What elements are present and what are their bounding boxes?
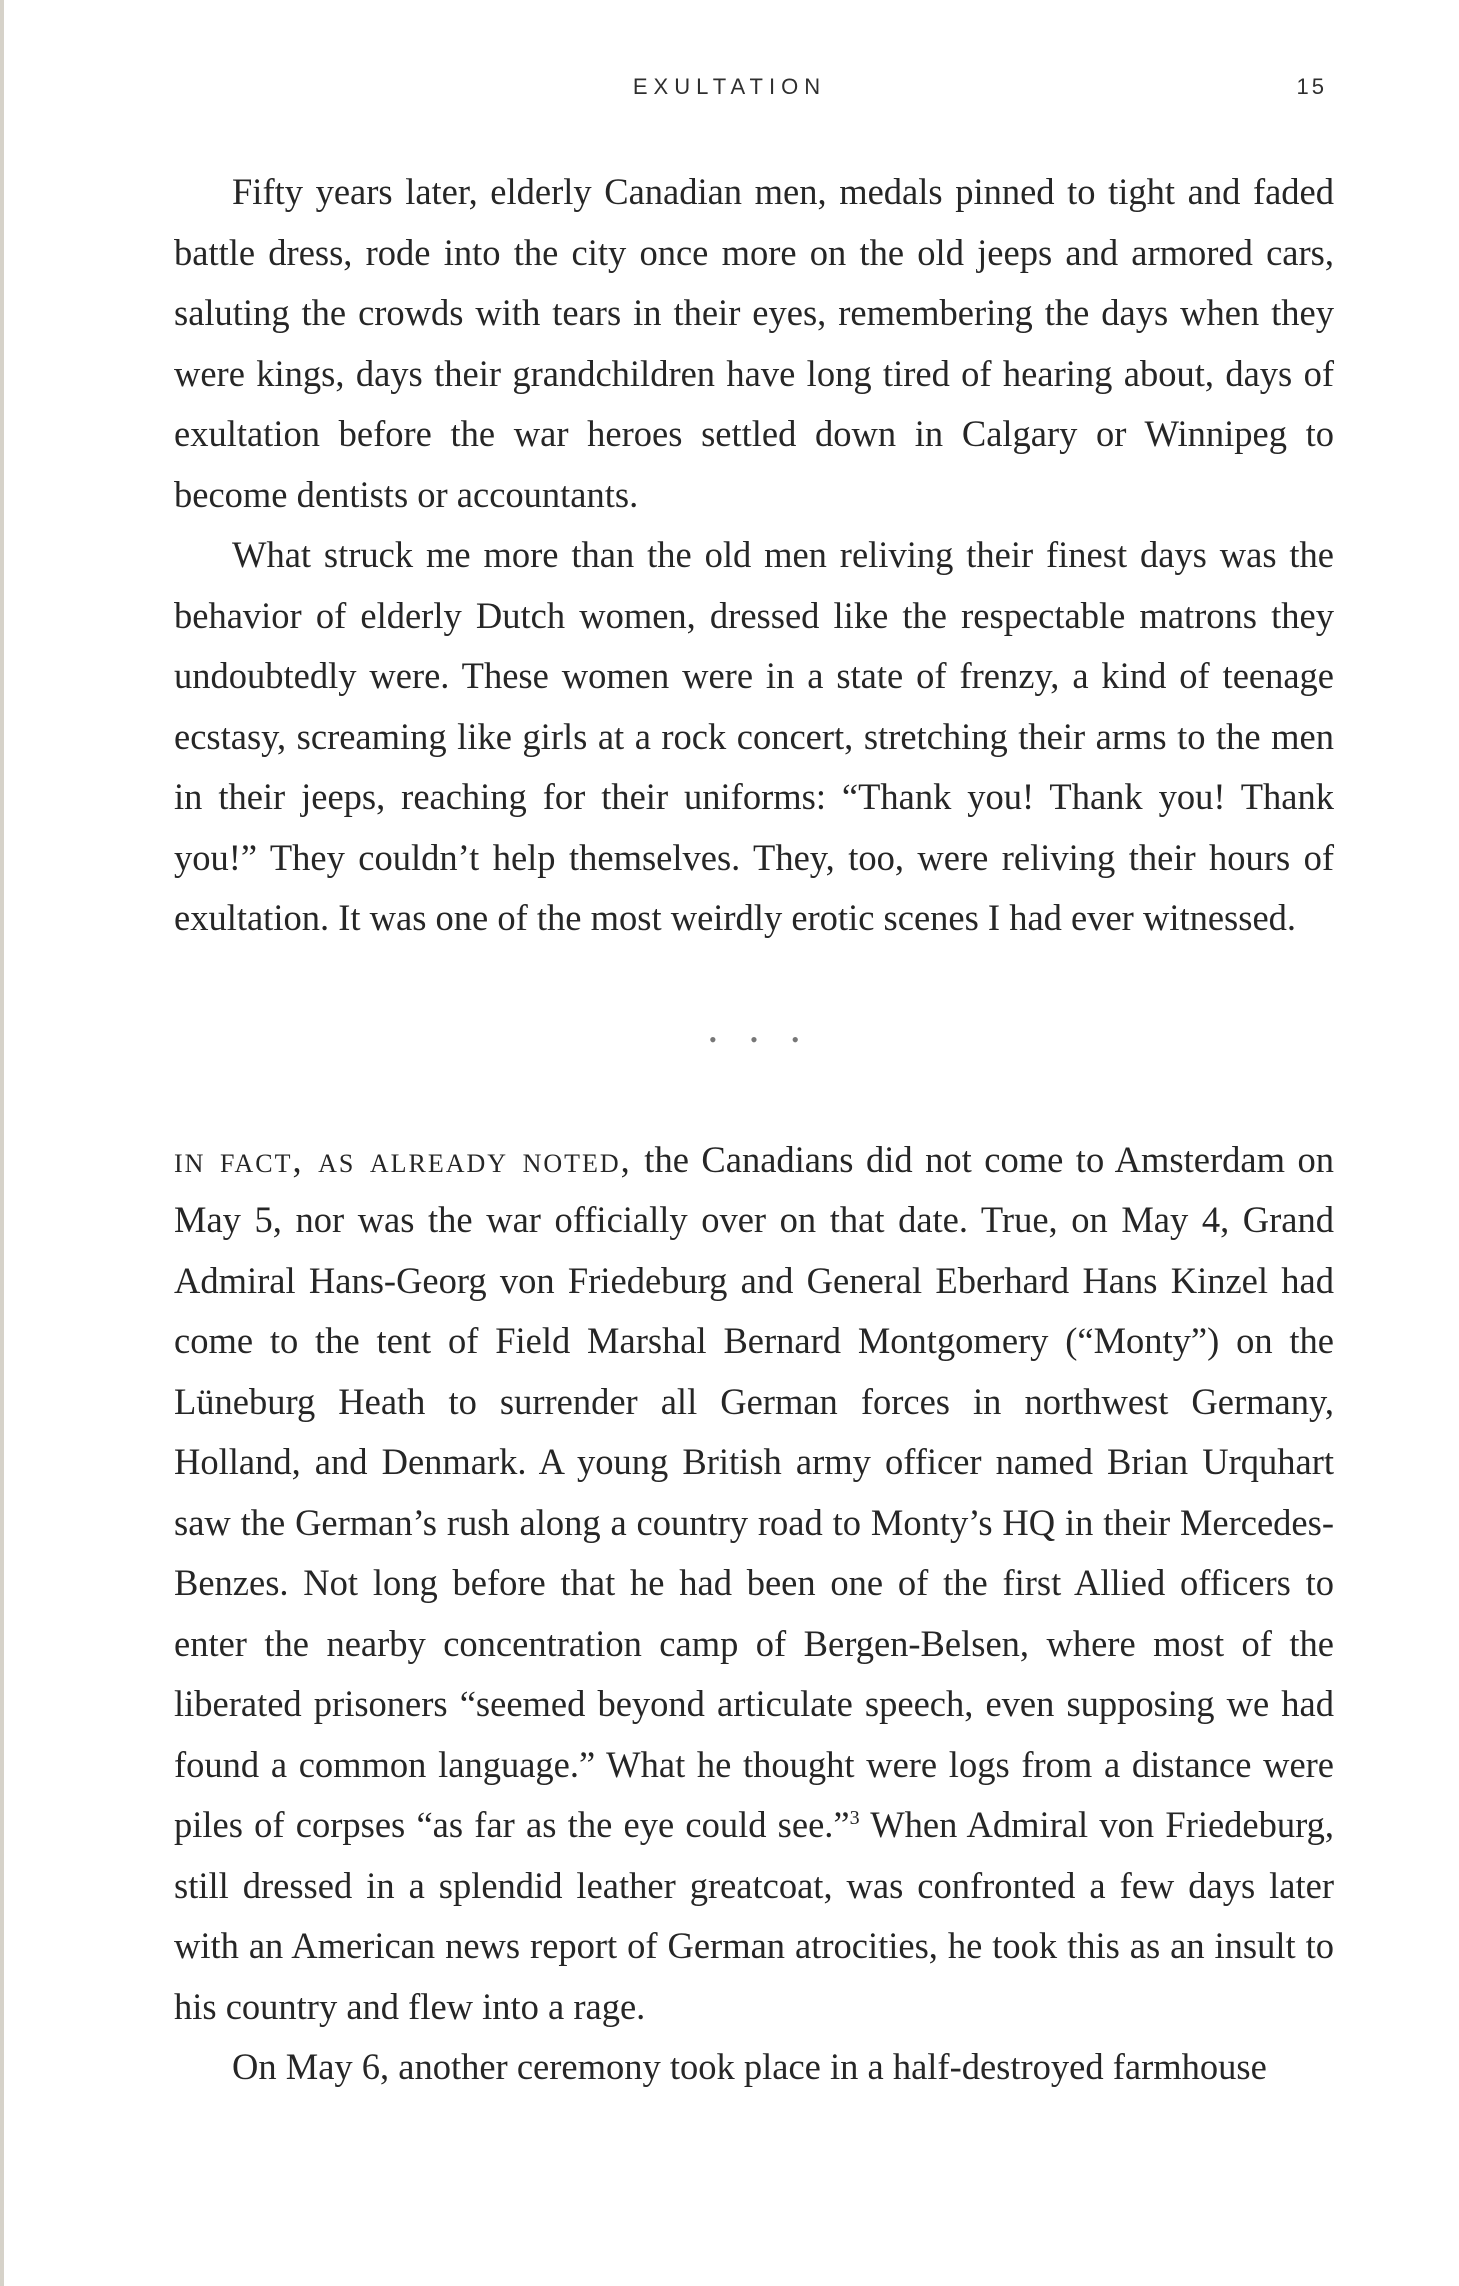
paragraph-veterans: Fifty years later, elderly Canadian men, medals pinned to tight and faded battle dress, rode into the city once more on the old jeeps and armored cars, saluting the crowds with tears in their eyes, remembering the days when they were kings, days their grandchildren have long tired of hearing about, days of exultation before the war heroes settled down in Calgary or Winnipeg to become dentists or accountants. <box>174 171 1334 515</box>
paragraph-dutch-women: What struck me more than the old men reliving their finest days was the behavior of elderly Dutch women, dressed like the respectable matrons they undoubtedly were. These women were in a state of frenzy, a kind of teenage ecstasy, screaming like girls at a rock concert, stretching their arms to the men in their jeeps, reaching for their uniforms: “Thank you! Thank you! Thank you!” They couldn’t help themselves. They, too, were reliving their hours of exultation. It was one of the most weirdly erotic scenes I had ever witnessed. <box>174 534 1334 938</box>
body-text <box>174 162 1334 2098</box>
section-break: • • • <box>708 1026 814 1052</box>
running-head <box>0 74 1459 114</box>
page-edge <box>0 0 4 2286</box>
surrender-text-part-2: When Admiral von Friedeburg, still dressed in a splendid leather greatcoat, was confronted a few days later with an American news report of German atrocities, he took this as an insult to his country and flew into a rage. <box>174 1804 1335 2027</box>
section-lead-in: in fact, as already noted, <box>174 1138 632 1180</box>
page-number: 15 <box>1296 74 1327 99</box>
running-title: EXULTATION <box>632 74 827 99</box>
paragraph-may-6: On May 6, another ceremony took place in a half-destroyed farmhouse <box>232 2046 1267 2087</box>
footnote-reference: 3 <box>849 1806 860 1829</box>
surrender-text-part-1: the Canadians did not come to Amsterdam on May 5, nor was the war officially over on that date. True, on May 4, Grand Admiral Hans-Georg von Friedeburg and General Eberhard Hans Kinzel had come to the tent of Field Marshal Bernard Montgomery (“Monty”) on the Lüneburg Heath to surrender all German forces in northwest Germany, Holland, and Denmark. A young British army officer named Brian Urquhart saw the German’s rush along a country road to Monty’s HQ in their Mercedes-Benzes. Not long before that he had been one of the first Allied officers to enter the nearby concentration camp of Bergen-Belsen, where most of the liberated prisoners “seemed beyond articulate speech, even supposing we had found a common language.” What he thought were logs from a distance were piles of corpses “as far as the eye could see.” <box>174 1138 1334 1845</box>
paragraph-surrender <box>174 1130 1334 2038</box>
